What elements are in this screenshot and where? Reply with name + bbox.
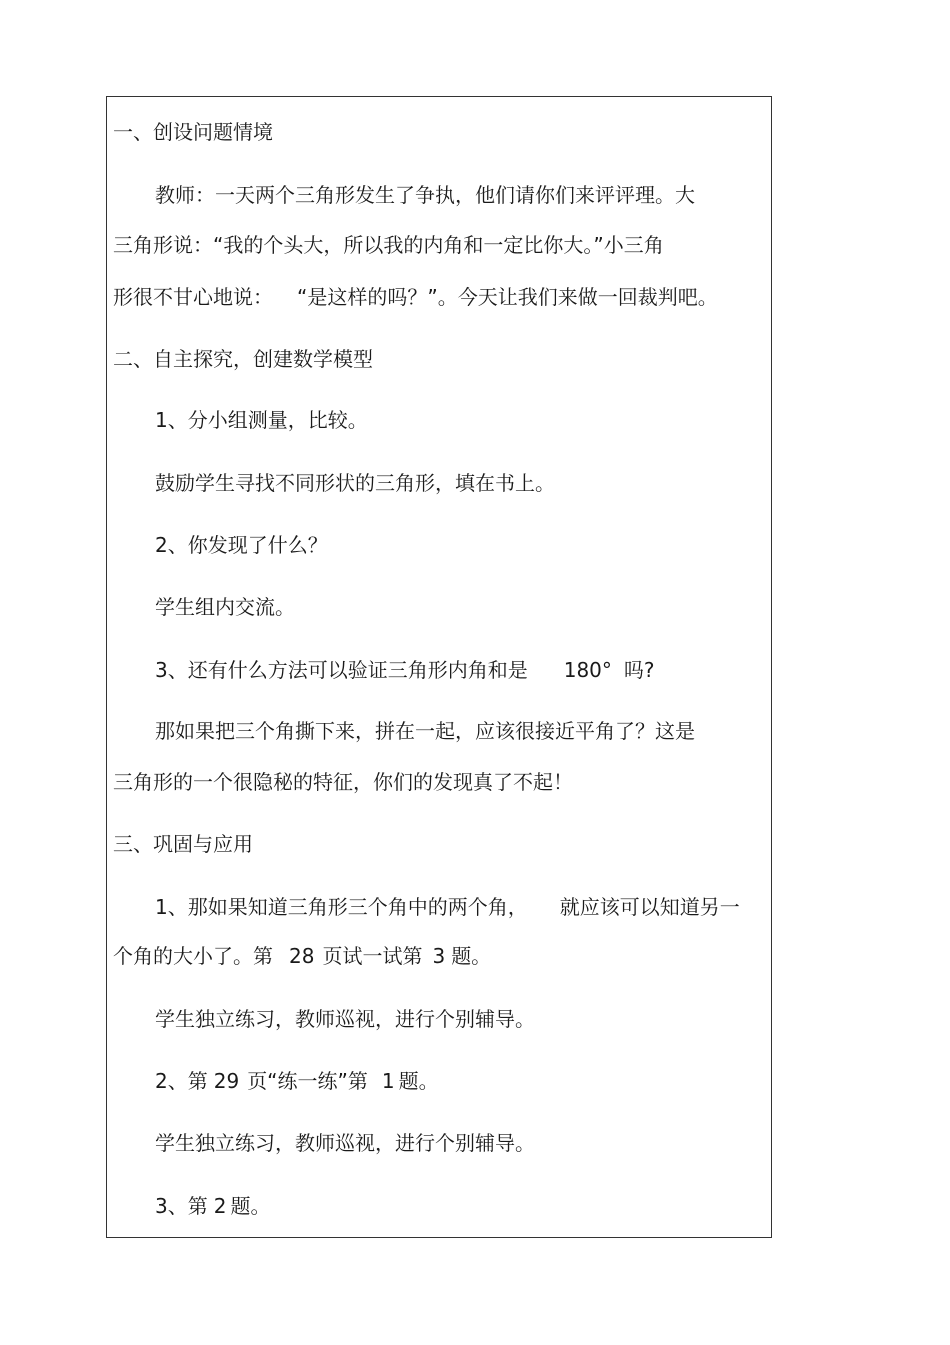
section2-item-3-part-c: 吗? — [623, 658, 655, 682]
section3-item-2-part-a: 2、第 — [155, 1069, 208, 1093]
section2-item-3-part-a: 3、还有什么方法可以验证三角形内角和是 — [155, 658, 528, 682]
section3-item-1-question-number: 3 — [432, 944, 446, 968]
section1-paragraph-line-3-part-b: “是这样的吗？”。今天让我们来做一回裁判吧。 — [297, 285, 718, 309]
section3-item-3-part-a: 3、第 — [155, 1194, 208, 1218]
section2-item-2-note: 学生组内交流。 — [155, 595, 295, 619]
section2-item-1-note: 鼓励学生寻找不同形状的三角形，填在书上。 — [155, 471, 555, 495]
section2-item-2: 2、你发现了什么？ — [155, 533, 328, 557]
section1-paragraph-line-1: 教师：一天两个三角形发生了争执，他们请你们来评评理。大 — [155, 183, 695, 207]
section3-item-1-note: 学生独立练习，教师巡视，进行个别辅导。 — [155, 1007, 535, 1031]
section3-item-2-question-number: 1 — [381, 1069, 395, 1093]
section1-paragraph-line-3-part-a: 形很不甘心地说： — [113, 285, 273, 309]
section1-paragraph-line-3 — [113, 283, 718, 311]
section2-item-3-angle-value: 180° — [563, 658, 612, 682]
section2-heading: 二、自主探究，创建数学模型 — [113, 347, 373, 371]
section3-item-3-part-c: 题。 — [230, 1194, 271, 1218]
section3-item-2-page-number: 29 — [213, 1069, 240, 1093]
section3-item-1-line-2-part-c: 页试一试第 — [322, 944, 423, 968]
section3-item-1-line-2-part-a: 个角的大小了。第 — [113, 944, 273, 968]
section3-item-3-question-number: 2 — [213, 1194, 227, 1218]
section3-item-1-line-1 — [155, 893, 740, 921]
section3-item-1-page-number: 28 — [289, 944, 315, 968]
section3-item-3 — [155, 1192, 270, 1220]
section3-heading: 三、巩固与应用 — [113, 832, 253, 856]
section3-item-2-part-e: 题。 — [398, 1069, 439, 1093]
section3-item-1-line-1-part-a: 1、那如果知道三角形三个角中的两个角， — [155, 895, 528, 919]
section2-item-3-note-line-2: 三角形的一个很隐秘的特征，你们的发现真了不起！ — [113, 770, 573, 794]
section3-item-1-line-1-part-b: 就应该可以知道另一 — [559, 895, 740, 919]
section1-paragraph-line-2: 三角形说：“我的个头大，所以我的内角和一定比你大。”小三角 — [113, 233, 664, 257]
section2-item-1: 1、分小组测量，比较。 — [155, 408, 368, 432]
section1-heading: 一、创设问题情境 — [113, 120, 273, 144]
section3-item-2 — [155, 1067, 439, 1095]
section2-item-3-note-line-1: 那如果把三个角撕下来，拼在一起，应该很接近平角了？这是 — [155, 719, 695, 743]
section3-item-2-note: 学生独立练习，教师巡视，进行个别辅导。 — [155, 1131, 535, 1155]
section3-item-2-part-c: 页“练一练”第 — [247, 1069, 368, 1093]
section2-item-3 — [155, 656, 655, 684]
section3-item-1-line-2 — [113, 942, 491, 970]
section3-item-1-line-2-part-e: 题。 — [451, 944, 492, 968]
